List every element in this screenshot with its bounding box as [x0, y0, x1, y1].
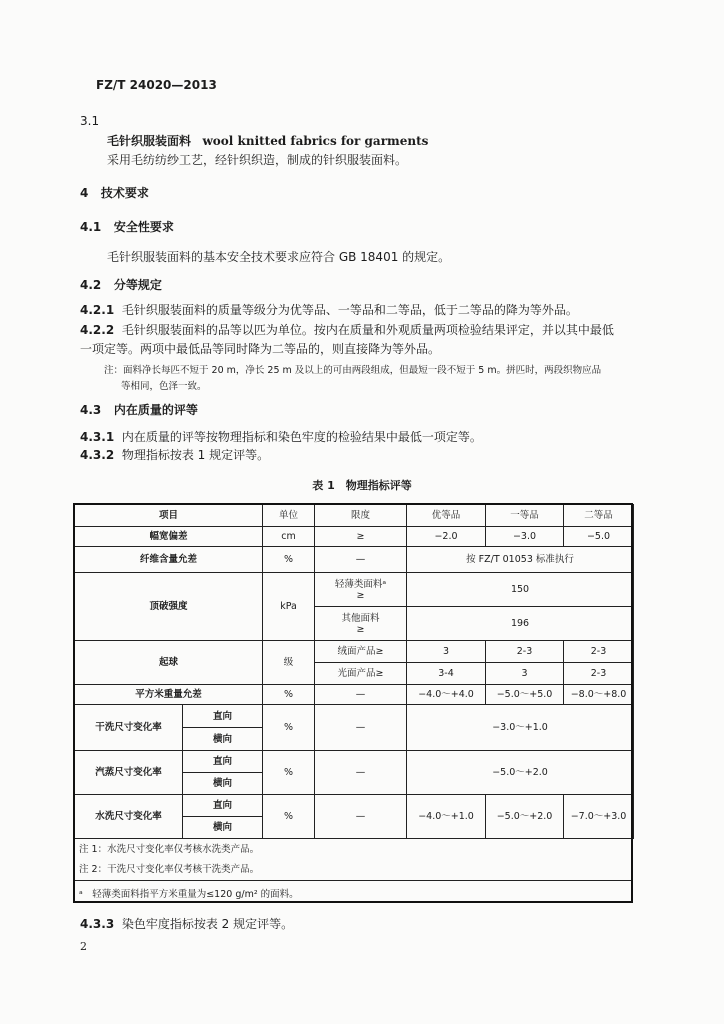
paragraph-continuation: 一项定等。两项中最低品等同时降为二等品的，则直接降为等外品。	[80, 342, 441, 356]
cell-limit: —	[315, 751, 407, 795]
section-number: 3.1	[80, 114, 100, 128]
cell-value: −4.0～+4.0	[407, 685, 486, 705]
cell-value: 2-3	[564, 641, 634, 663]
paragraph-text: 内在质量的评等按物理指标和染色牢度的检验结果中最低一项定等。	[121, 430, 482, 444]
cell-value: −8.0～+8.0	[564, 685, 634, 705]
note-line-1: 注：面料净长每匹不短于 20 m，净长 25 m 及以上的可由两段组成，但最短一段不短于 5 m。拼匹时，两段织物应品	[104, 365, 602, 376]
direction-label: 直向	[183, 751, 263, 773]
cell-unit: %	[263, 795, 315, 839]
limit-text: 轻薄类面料ᵃ	[334, 578, 387, 590]
section-4-2-heading	[80, 277, 162, 293]
paragraph-text: 染色牢度指标按表 2 规定评等。	[121, 917, 294, 931]
section-title: 内在质量的评等	[113, 403, 198, 417]
table-row	[75, 685, 634, 705]
direction-label: 直向	[183, 795, 263, 817]
section-number: 4.2.2	[80, 323, 115, 337]
cell-unit: 级	[263, 641, 315, 685]
section-4-3-3	[80, 916, 293, 932]
table-header-row	[75, 505, 634, 527]
row-label: 纤维含量允差	[75, 547, 263, 573]
paragraph-text: 毛针织服装面料的品等以匹为单位。按内在质量和外观质量两项检验结果评定，并以其中最低	[121, 323, 614, 337]
section-number: 4.2	[80, 278, 102, 292]
header-grade-superior: 优等品	[407, 505, 486, 527]
limit-text: 其他面料	[341, 612, 380, 624]
section-number: 4.3.3	[80, 917, 115, 931]
header-grade-first: 一等品	[486, 505, 564, 527]
cell-value: 2-3	[486, 641, 564, 663]
section-4-heading	[80, 185, 149, 201]
paragraph-text: 毛针织服装面料的质量等级分为优等品、一等品和二等品，低于二等品的降为等外品。	[121, 303, 578, 317]
table-note: 注 2：干洗尺寸变化率仅考核干洗类产品。	[79, 864, 260, 875]
section-4-3-2	[80, 447, 269, 463]
section-number: 4.1	[80, 220, 102, 234]
table-row	[75, 547, 634, 573]
cell-limit: —	[315, 547, 407, 573]
direction-label: 横向	[183, 728, 263, 751]
cell-value: 2-3	[564, 663, 634, 685]
cell-value: −5.0～+5.0	[486, 685, 564, 705]
section-number: 4	[80, 186, 89, 200]
section-4-1-text: 毛针织服装面料的基本安全技术要求应符合 GB 18401 的规定。	[107, 250, 451, 264]
header-unit: 单位	[263, 505, 315, 527]
row-label: 幅宽偏差	[75, 527, 263, 547]
cell-limit	[315, 607, 407, 641]
section-4-2-2	[80, 322, 614, 338]
section-title: 安全性要求	[113, 220, 174, 234]
cell-unit: %	[263, 685, 315, 705]
row-label: 顶破强度	[75, 573, 263, 641]
section-number: 4.3.1	[80, 430, 115, 444]
physical-index-table	[74, 504, 634, 839]
header-limit: 限度	[315, 505, 407, 527]
cell-limit: 光面产品≥	[315, 663, 407, 685]
cell-value: −5.0～+2.0	[486, 795, 564, 839]
cell-value: 196	[407, 607, 634, 641]
cell-value: −3.0～+1.0	[407, 705, 634, 751]
direction-label: 横向	[183, 817, 263, 839]
cell-value: −3.0	[486, 527, 564, 547]
cell-unit: cm	[263, 527, 315, 547]
cell-limit	[315, 573, 407, 607]
cell-limit: —	[315, 685, 407, 705]
cell-value: 3	[486, 663, 564, 685]
cell-value: −2.0	[407, 527, 486, 547]
cell-value: 3-4	[407, 663, 486, 685]
cell-unit: %	[263, 547, 315, 573]
cell-value: −5.0	[564, 527, 634, 547]
cell-unit: kPa	[263, 573, 315, 641]
limit-symbol: ≥	[356, 623, 365, 635]
table-notes	[73, 839, 633, 905]
cell-value: −4.0～+1.0	[407, 795, 486, 839]
standard-number: FZ/T 24020—2013	[96, 78, 217, 92]
row-label: 起球	[75, 641, 263, 685]
table-footnote: ᵃ 轻薄类面料指平方米重量为≤120 g/m² 的面料。	[73, 880, 633, 905]
section-4-2-1	[80, 302, 578, 318]
term-definition: 采用毛纺纺纱工艺，经针织织造，制成的针织服装面料。	[107, 153, 408, 167]
direction-label: 横向	[183, 773, 263, 795]
cell-limit: 绒面产品≥	[315, 641, 407, 663]
cell-value: −7.0～+3.0	[564, 795, 634, 839]
table-note: 注 1：水洗尺寸变化率仅考核水洗类产品。	[79, 844, 260, 855]
section-4-3-heading	[80, 402, 198, 418]
cell-limit: —	[315, 705, 407, 751]
limit-symbol: ≥	[356, 589, 365, 601]
section-title: 分等规定	[113, 278, 162, 292]
table-caption: 表 1 物理指标评等	[312, 479, 412, 492]
cell-value: 150	[407, 573, 634, 607]
section-title: 技术要求	[100, 186, 149, 200]
section-4-3-1	[80, 429, 482, 445]
term-line	[107, 133, 428, 149]
section-number: 4.3	[80, 403, 102, 417]
row-label: 汽蒸尺寸变化率	[75, 751, 183, 795]
table-row	[75, 573, 634, 607]
term-cn: 毛针织服装面料	[107, 134, 192, 148]
direction-label: 直向	[183, 705, 263, 728]
row-label: 干洗尺寸变化率	[75, 705, 183, 751]
row-label: 平方米重量允差	[75, 685, 263, 705]
cell-unit: %	[263, 705, 315, 751]
cell-value: 按 FZ/T 01053 标准执行	[407, 547, 634, 573]
table-row	[75, 641, 634, 663]
table-row	[75, 795, 634, 817]
table-row	[75, 751, 634, 773]
section-4-1-heading	[80, 219, 174, 235]
cell-limit: ≥	[315, 527, 407, 547]
cell-value: −5.0～+2.0	[407, 751, 634, 795]
cell-unit: %	[263, 751, 315, 795]
table-row	[75, 527, 634, 547]
term-en: wool knitted fabrics for garments	[202, 134, 429, 148]
cell-value: 3	[407, 641, 486, 663]
paragraph-text: 物理指标按表 1 规定评等。	[121, 448, 270, 462]
section-number: 4.2.1	[80, 303, 115, 317]
cell-limit: —	[315, 795, 407, 839]
table-row	[75, 705, 634, 728]
section-number: 4.3.2	[80, 448, 115, 462]
header-grade-second: 二等品	[564, 505, 634, 527]
row-label: 水洗尺寸变化率	[75, 795, 183, 839]
note-line-2: 等相同，色泽一致。	[121, 381, 207, 392]
header-item: 项目	[75, 505, 263, 527]
page-number: 2	[80, 940, 87, 953]
